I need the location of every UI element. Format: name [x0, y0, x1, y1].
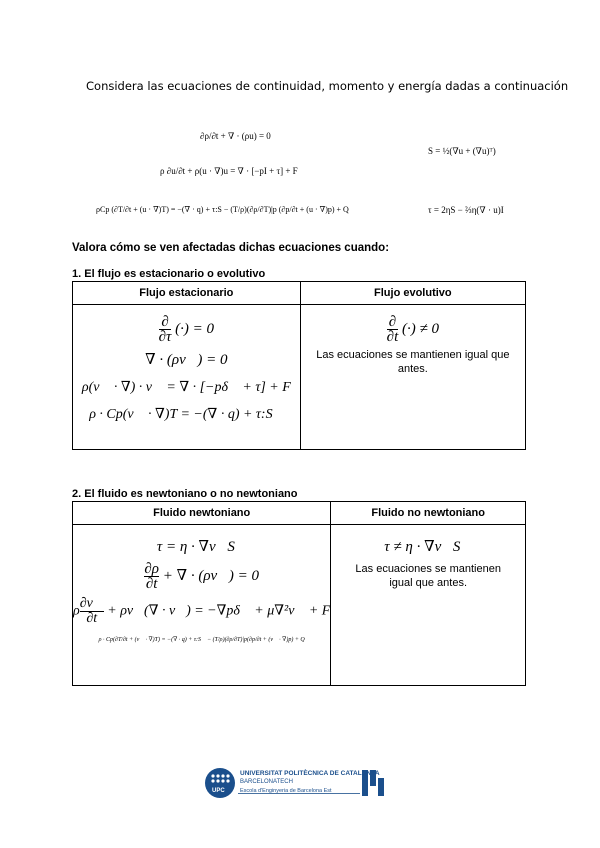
s2-energy: ρ · Cp(∂T/∂t + (v⃗ · ∇)T) = −(∇ · q) + τ:S⃗ − (T/ρ)(∂ρ/∂T)|p(∂p/∂t + (v⃗ · ∇)p) + Q: [98, 637, 305, 643]
intro-text: Considera las ecuaciones de continuidad, momento y energía dadas a continuación: [86, 79, 569, 93]
section2-table: [72, 501, 526, 686]
question-text: Valora cómo se ven afectadas dichas ecuaciones cuando:: [72, 242, 390, 254]
svg-text:UPC: UPC: [212, 788, 225, 794]
section2-col1-header: Fluido newtoniano: [73, 502, 331, 525]
section2-col2-header: Fluido no newtoniano: [331, 502, 526, 525]
momentum-equation: ρ ∂u/∂t + ρ(u · ∇)u = ∇ · [−pI + τ] + F: [160, 166, 298, 176]
strain-rate-equation: S = ½(∇u + (∇u)ᵀ): [428, 146, 496, 156]
s1-continuity: ∇ · (ρv⃗) = 0: [145, 352, 228, 368]
s2-continuity: + ∇ · (ρv⃗) = 0: [162, 567, 259, 584]
s1-energy: ρ · Cp(v⃗ · ∇)T = −(∇ · q) + τ:S⃗: [89, 407, 284, 422]
section1-left-cell: $\frac{\partial}{\partial\tau}$ (·) = 0 ∇ · (ρv⃗) = 0 ρ(v⃗ · ∇) · v⃗ = ∇ · [−pδ⃗ + τ] + F ρ · Cp(v⃗ · ∇)T = −(∇ · q) + τ:S⃗: [73, 305, 301, 450]
s1-derivative-zero: (·) = 0: [175, 320, 215, 337]
section2-left-cell: τ = η · ∇v⃗S⃗ $\frac{\partial\rho}{\partial t}$ + ∇ · (ρv⃗) = 0 ρ $\frac{\partial v⃗}{\partial t}$ + ρv⃗(∇ · v⃗) = −∇pδ⃗ + μ∇²v⃗ + F ρ · Cp(∂T/∂t + (v⃗ · ∇)T) = −(∇ · q) + τ:S⃗ − (T/ρ)(∂ρ/∂T)|p(∂p/∂t + (v⃗ · ∇)p) + Q: [73, 525, 331, 686]
s1-evolutive-eq: (·) ≠ 0: [402, 320, 439, 337]
continuity-equation: ∂ρ/∂t + ∇ · (ρu) = 0: [200, 131, 271, 141]
section1-col2-header: Flujo evolutivo: [300, 282, 525, 305]
s1-note: Las ecuaciones se mantienen igual que antes.: [316, 349, 510, 375]
section1-title: 1. El flujo es estacionario o evolutivo: [72, 268, 266, 280]
section2-right-cell: [331, 525, 526, 686]
s2-stress: τ = η · ∇v⃗S⃗: [156, 539, 247, 555]
section1-right-cell: $\frac{\partial}{\partial t}$ (·) ≠ 0 Las ecuaciones se mantienen igual que antes.: [300, 305, 525, 450]
logo-university-name: UNIVERSITAT POLITÈCNICA DE CATALUNYA: [240, 770, 380, 777]
s2-momentum: + ρv⃗(∇ · v⃗) = −∇pδ⃗ + μ∇²v⃗ + F: [107, 603, 331, 619]
stress-equation: τ = 2ηS − ⅔η(∇ · u)I: [428, 205, 504, 215]
energy-equation: ρCp (∂T/∂t + (u · ∇)T) = −(∇ · q) + τ:S − (T/ρ)(∂ρ/∂T)|p (∂p/∂t + (u · ∇)p) + Q: [96, 205, 349, 214]
section2-title: 2. El fluido es newtoniano o no newtoniano: [72, 488, 298, 500]
s1-momentum: ρ(v⃗ · ∇) · v⃗ = ∇ · [−pδ⃗ + τ] + F: [81, 380, 291, 395]
s2-note: Las ecuaciones se mantienen igual que antes.: [355, 563, 501, 589]
s2-non-newtonian-eq: τ ≠ η · ∇v⃗S⃗: [384, 539, 473, 555]
logo-barcelonatech: BARCELONATECH: [240, 779, 293, 785]
section1-col1-header: Flujo estacionario: [73, 282, 301, 305]
logo-school-name: Escola d'Enginyeria de Barcelona Est: [240, 788, 332, 794]
section1-table: [72, 281, 526, 450]
